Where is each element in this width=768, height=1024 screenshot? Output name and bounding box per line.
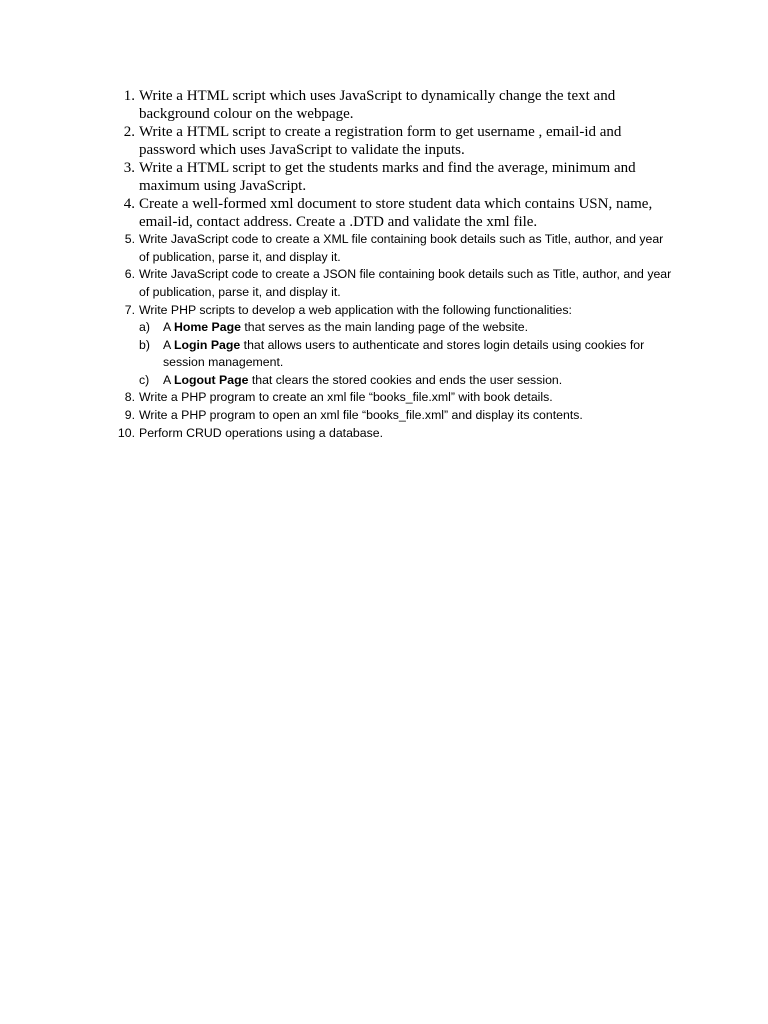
sub-item-letter: a) [139,320,150,335]
item-text: Write a HTML script to get the students marks and find the average, minimum and maximum using JavaScript. [139,160,636,194]
sub-item-bold: Logout Page [173,372,249,387]
list-item [112,87,672,123]
sub-list-item [139,319,672,337]
item-text: Write JavaScript code to create a XML file containing book details such as Title, author, and year of publication, parse it, and display it. [139,232,664,264]
item-text: Write a PHP program to open an xml file “books_file.xml” and display its contents. [139,408,583,423]
item-text: Write PHP scripts to develop a web application with the following functionalities: [139,302,572,317]
sub-item-letter: b) [139,337,150,352]
list-item [112,231,672,266]
item-number: 4. [123,196,135,212]
sub-list [139,319,672,389]
item-text: Write a PHP program to create an xml file “books_file.xml” with book details. [139,390,553,405]
list-item [112,302,672,390]
sub-list-item [139,372,672,390]
item-number: 1. [123,88,135,104]
sub-list-item [139,337,672,372]
sub-item-letter: c) [139,372,150,387]
sub-item-prefix: A [163,337,174,352]
list-item [112,425,672,443]
sub-item-text: that allows users to authenticate and stores login details using cookies for session management. [163,337,645,370]
item-number: 9. [124,408,135,423]
item-text: Write JavaScript code to create a JSON file containing book details such as Title, author, and year of publication, parse it, and display it. [139,267,672,299]
item-number: 6. [124,267,135,282]
item-number: 10. [117,425,135,440]
list-item [112,389,672,407]
item-number: 7. [124,302,135,317]
list-item [112,159,672,195]
item-text: Write a HTML script to create a registration form to get username , email-id and password which uses JavaScript to validate the inputs. [139,124,622,158]
list-item [112,123,672,159]
list-item [112,195,672,231]
list-item [112,407,672,425]
item-text: Write a HTML script which uses JavaScript to dynamically change the text and background colour on the webpage. [139,88,616,122]
item-number: 8. [124,390,135,405]
item-text: Perform CRUD operations using a database. [139,425,384,440]
sub-item-text: that serves as the main landing page of the website. [240,320,529,335]
sub-item-text: that clears the stored cookies and ends the user session. [248,372,563,387]
sub-item-prefix: A [163,320,174,335]
sub-item-bold: Login Page [173,337,241,352]
list-item [112,266,672,301]
assignment-list [112,87,672,443]
item-number: 3. [123,160,135,176]
sub-item-prefix: A [163,372,174,387]
item-number: 2. [123,124,135,140]
item-text: Create a well-formed xml document to store student data which contains USN, name, email-id, contact address. Create a .DTD and validate the xml file. [139,196,653,230]
sub-item-bold: Home Page [173,320,241,335]
item-number: 5. [124,232,135,246]
